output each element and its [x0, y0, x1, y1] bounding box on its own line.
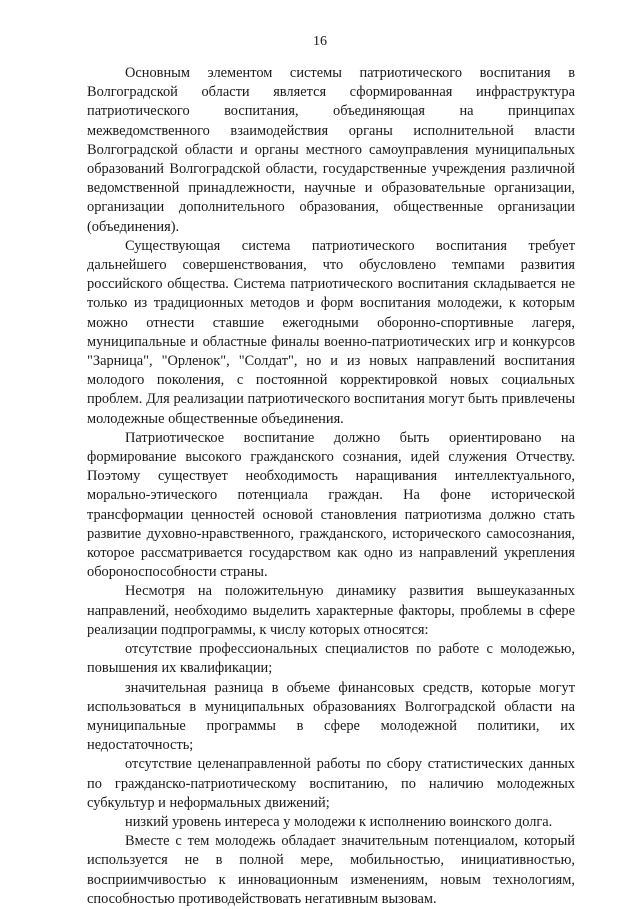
document-body [87, 64, 575, 909]
problem-item-statistics: отсутствие целенаправленной работы по сбору статистических данных по гражданско-патриотическому воспитанию, по наличию молодежных субкультур и неформальных движений; [87, 756, 575, 811]
problem-item-funding: значительная разница в объеме финансовых средств, которые могут использоваться в муниципальных образованиях Волгоградской области на муниципальные программы в сфере молодежной политики, их недостаточность; [87, 679, 575, 754]
paragraph-problems-intro: Несмотря на положительную динамику развития вышеуказанных направлений, необходимо выделить характерные факторы, проблемы в сфере реализации подпрограммы, к числу которых относятся: [87, 583, 575, 638]
page-number: 16 [313, 34, 327, 49]
paragraph-infrastructure: Основным элементом системы патриотического воспитания в Волгоградской области является сформированная инфраструктура патриотического воспитания, объединяющая на принципах межведомственного взаимодействия органы исполнительной власти Волгоградской области и органы местного самоуправления муниципальных образований Волгоградской области, государственные учреждения различной ведомственной принадлежности, научные и образовательные организации, организации дополнительного образования, общественные организации (объединения). [87, 65, 575, 235]
paragraph-civic-consciousness: Патриотическое воспитание должно быть ориентировано на формирование высокого гражданского сознания, идей служения Отчеству. Поэтому существует необходимость наращивания интеллектуального, морально-этического потенциала граждан. На фоне исторической трансформации ценностей основой становления патриотизма должно стать развитие духовно-нравственного, гражданского, исторического самосознания, которое рассматривается государством как одно из направлений укрепления обороноспособности страны. [87, 429, 575, 581]
paragraph-youth-potential: Вместе с тем молодежь обладает значительным потенциалом, который используется не в полной мере, мобильностью, инициативностью, восприимчивостью к инновационным изменениям, новым технологиям, способностью противодействовать негативным вызовам. [87, 833, 575, 907]
problem-item-specialists: отсутствие профессиональных специалистов по работе с молодежью, повышения их квалификации; [87, 641, 575, 677]
problem-item-military-interest: низкий уровень интереса у молодежи к исполнению воинского долга. [125, 813, 553, 830]
paragraph-system-improvement: Существующая система патриотического воспитания требует дальнейшего совершенствования, что обусловлено темпами развития российского общества. Система патриотического воспитания складывается не только из традиционных методов и форм воспитания молодежи, к которым можно отнести ставшие ежегодными оборонно-спортивные лагеря, муниципальные и областные финалы военно-патриотических игр и конкурсов "Зарница", "Орленок", "Солдат", но и из новых направлений воспитания молодого поколения, с постоянной корректировкой новых социальных проблем. Для реализации патриотического воспитания могут быть привлечены молодежные общественные объединения. [87, 237, 575, 427]
